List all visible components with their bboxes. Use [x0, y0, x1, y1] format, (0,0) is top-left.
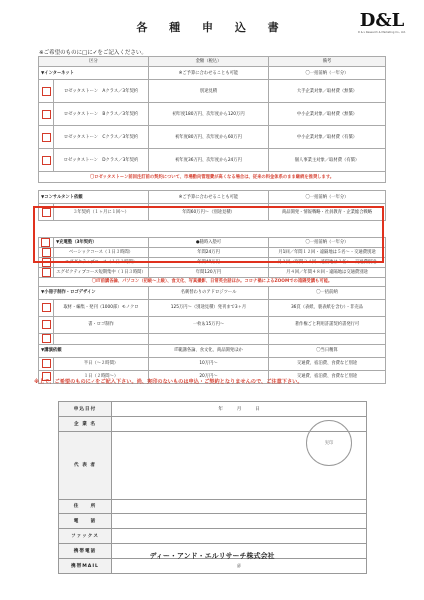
checkbox[interactable]: [42, 303, 51, 312]
table-row: [39, 299, 386, 316]
header-note: 備考: [269, 57, 386, 67]
section-lecture: [39, 238, 386, 248]
table-row: [39, 268, 386, 278]
row-label: ロゼッタストーン Aクラス／3年契約: [54, 80, 149, 103]
table-row: [39, 149, 386, 172]
checkbox[interactable]: [42, 258, 51, 267]
section-title: ▼充電塾（3年契約）: [54, 238, 149, 248]
checkbox[interactable]: [42, 133, 51, 142]
logo-subtitle: D & L Research & Marketing Co., Ltd.: [357, 31, 407, 34]
row-price: 年間120万円: [149, 268, 269, 278]
phone-field[interactable]: [112, 514, 367, 529]
row-label: ロゼッタストーン Cクラス／3年契約: [54, 126, 149, 149]
row-price: 初年度80万円、次年度から60万円: [149, 126, 269, 149]
row-note: 中小企業対象／取材費（有償）: [269, 126, 386, 149]
fax-row: [59, 529, 367, 544]
section-internet: [39, 67, 386, 80]
row-note: 36頁（表紙、裏表紙を含む）・非売品: [269, 299, 386, 316]
table-row: [39, 357, 386, 370]
section-title: ▼講演依頼: [39, 344, 149, 357]
row-label: 半日（〜２時間）: [54, 357, 149, 370]
row-price: 初年度180万円、次年度から120万円: [149, 103, 269, 126]
checkbox[interactable]: [42, 110, 51, 119]
warning-text: ※上で、ご希望のものに✓をご記入下さい。尚、実印のないものは申込・ご契約となりませんので、ご注意下さい。: [34, 379, 303, 385]
section-title: ▼小冊子制作・ロゴデザイン: [39, 286, 149, 299]
table-row: [39, 126, 386, 149]
checkbox[interactable]: [42, 156, 51, 165]
section-note: 〇一括前納: [269, 286, 386, 299]
row-note: 月1回／年間１２回・遠隔地は５名〜・交通費別途: [269, 248, 386, 258]
header-category: 区分: [39, 57, 149, 67]
address-row: [59, 499, 367, 514]
row-label: 取材・編集・発刊（1000部）モノクロ: [54, 299, 149, 316]
row-price: 125万円〜（別途見積）発刊まで3ヶ月: [149, 299, 269, 316]
phone-row: [59, 514, 367, 529]
form-title: 各 種 申 込 書: [136, 21, 288, 34]
seal-circle: 実印: [306, 420, 352, 466]
notice-text: 〇IT前講各論、パソコン（初級〜上級）、食文化、写真撮影、日常英会話ほか。コロナ禍によるZOOMでの遠隔受講も可能。: [39, 278, 386, 287]
row-label: ３年契約（１ヶ月に１回〜）: [54, 204, 149, 221]
row-note: 商品開発・情報戦略・社員教育・企業総合戦略: [269, 204, 386, 221]
row-price: 年間48万円: [149, 258, 269, 268]
notice-row: [39, 172, 386, 183]
section-product: [39, 286, 386, 299]
row-note: 著作権ごと利用許諾契約書発行可: [269, 316, 386, 333]
instruction-text: ※ご希望のものに□に✓をご記入ください。: [39, 50, 147, 56]
company-logo: [354, 12, 410, 34]
header-row: [39, 57, 386, 67]
row-label: 書・ロゴ制作: [54, 316, 149, 333]
row-note: 中小企業対象／取材費（無償）: [269, 103, 386, 126]
representative-label: 代 表 者: [59, 431, 112, 499]
company-footer: ディー・アンド・エルリサーチ株式会社: [149, 552, 275, 560]
table-row: [39, 103, 386, 126]
row-note: 交通費、宿泊費、食費など別途: [269, 357, 386, 370]
section-consult: [39, 191, 386, 204]
row-price: 10万円〜: [149, 357, 269, 370]
row-price: 年間24万円: [149, 248, 269, 258]
notice-text: 〇ロゼッタストーン前回注訂前の契約について、市場動向管理費が高くなる場合は、従来の料金体系のまま継続を推奨します。: [39, 172, 386, 183]
mobile-label: 携帯電話: [59, 543, 112, 558]
table-row: [39, 316, 386, 333]
checkbox[interactable]: [42, 87, 51, 96]
notice-row: [39, 278, 386, 287]
row-label: １日（２時間〜）: [54, 370, 149, 383]
checkbox[interactable]: [42, 268, 51, 277]
fax-field[interactable]: [112, 529, 367, 544]
fax-label: ファックス: [59, 529, 112, 544]
section-price: 名刺替わりのアドロジツール: [149, 286, 269, 299]
section-note: 〇一括前納（一年分）: [269, 67, 386, 80]
row-note: 交通費、宿泊費、食費など別途: [269, 370, 386, 383]
table-row: [39, 80, 386, 103]
date-row: [59, 402, 367, 417]
row-price: 初年度36万円、次年度から24万円: [149, 149, 269, 172]
checkbox[interactable]: [42, 359, 51, 368]
row-label: ロゼッタストーン Bクラス／3年契約: [54, 103, 149, 126]
section-note: 〇当日精算: [269, 344, 386, 357]
section-price: IT範講各論、食文化、商品開発ほか: [149, 344, 269, 357]
row-note: 個人事業主対象／取材費（有償）: [269, 149, 386, 172]
row-label: ベーシックコース（１日３時間）: [54, 248, 149, 258]
checkbox[interactable]: [42, 320, 51, 329]
section-note: 〇一括前納（一年分）: [269, 238, 386, 248]
section-price: ※ご予算に合わせることも可能: [149, 191, 269, 204]
row-price: 年間60万円〜（別途見積）: [149, 204, 269, 221]
logo-mark: D&L: [359, 10, 405, 31]
row-label: エグゼクティブコース（１日３時間）: [54, 258, 149, 268]
service-table: [38, 56, 386, 384]
checkbox[interactable]: [42, 248, 51, 257]
row-price: 別途見積: [149, 80, 269, 103]
row-price: 一枚＆15万円〜: [149, 316, 269, 333]
table-row: [39, 248, 386, 258]
checkbox[interactable]: [41, 238, 50, 247]
row-note: 月４回／年間４８回・遠隔地は交通費別途: [269, 268, 386, 278]
table-row: [39, 258, 386, 268]
address-field[interactable]: [112, 499, 367, 514]
section-price: ※ご予算に合わせることも可能: [149, 67, 269, 80]
section-price: ●随時入塾可: [149, 238, 269, 248]
address-label: 住 所: [59, 499, 112, 514]
row-label: エグゼクティブコース短期集中（１日３時間）: [54, 268, 149, 278]
checkbox[interactable]: [42, 334, 51, 343]
blank-row: [39, 333, 386, 344]
row-note: 月２回／年間２４回・遠隔地は３名〜・交通費別途: [269, 258, 386, 268]
section-title: ▼インターネット: [39, 67, 149, 80]
header-price: 金額（税込）: [149, 57, 269, 67]
date-field[interactable]: 年 月 日: [112, 402, 367, 417]
company-label: 企 業 名: [59, 416, 112, 431]
section-speaker: [39, 344, 386, 357]
row-note: 大手企業対象／取材費（無償）: [269, 80, 386, 103]
date-label: 申込日付: [59, 402, 112, 417]
row-price: 20万円〜: [149, 370, 269, 383]
table-row: [39, 204, 386, 221]
section-title: ▼コンサルタント依頼: [39, 191, 149, 204]
mail-label: 携帯MAIL: [59, 558, 112, 573]
row-label: ロゼッタストーン Dクラス／3年契約: [54, 149, 149, 172]
checkbox[interactable]: [42, 208, 51, 217]
mail-field[interactable]: ＠: [112, 558, 367, 573]
section-note: 〇一括前納（一年分）: [269, 191, 386, 204]
phone-label: 電 話: [59, 514, 112, 529]
